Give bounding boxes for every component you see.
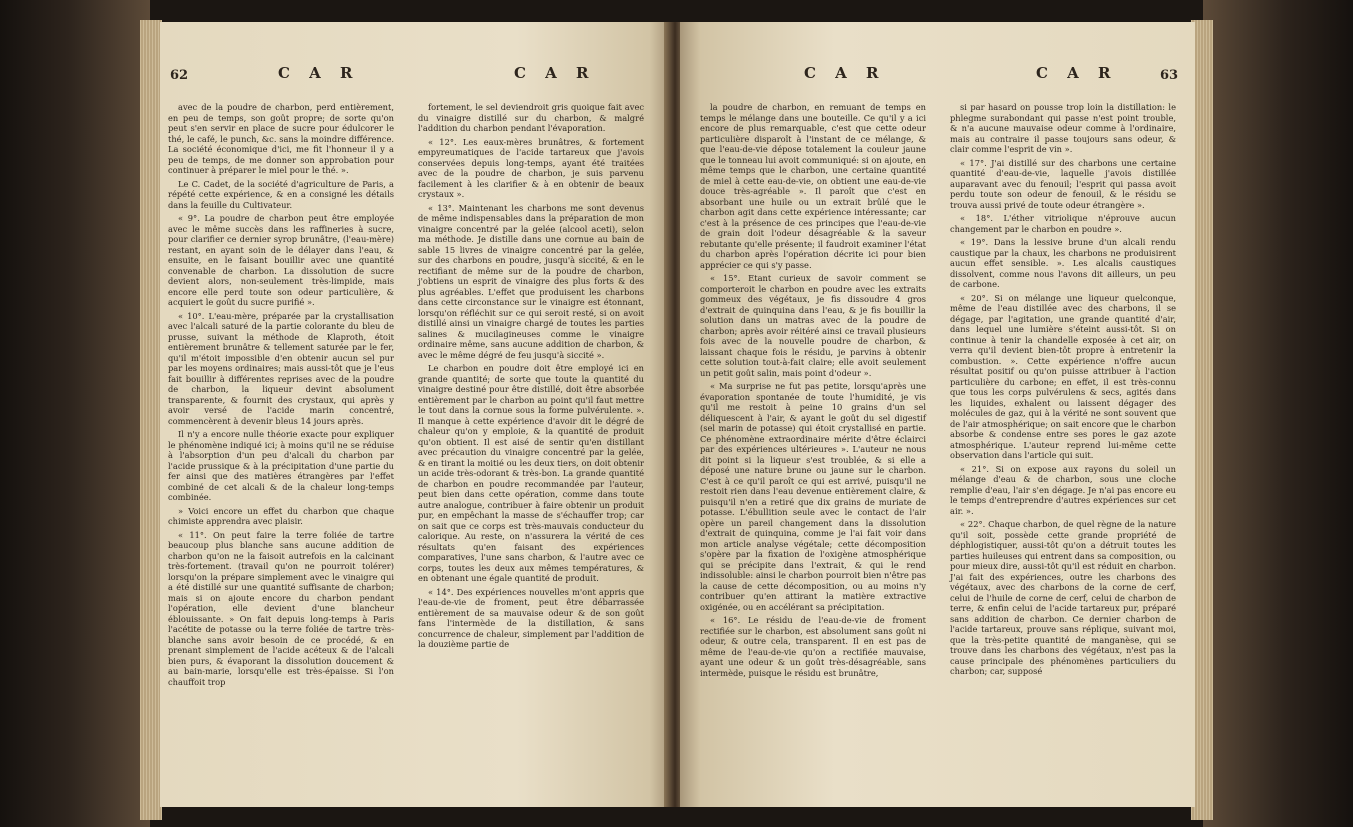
text-column: [418, 102, 644, 653]
running-header: C A R: [804, 64, 886, 82]
paragraph: « 14°. Des expériences nouvelles m'ont appris que l'eau-de-vie de froment, peut être débarrassée entièrement de sa mauvaise odeur & de son goût fans l'intermède de la distillation, & sans concurrence de chaleur, simplement par l'addition de la douzième partie de: [418, 586, 644, 649]
paragraph: « 16°. Le résidu de l'eau-de-vie de froment rectifiée sur le charbon, est absolument sans goût ni odeur, & outre cela, transparent. Il en est pas de même de l'eau-de-vie qu'on a rectifiée mauvaise, ayant une odeur & un goût très-désagréable, sans intermède, puisque le résidu est brunâtre,: [700, 615, 926, 678]
text-column: [950, 102, 1176, 680]
paragraph: Le charbon en poudre doit être employé ici en grande quantité; de sorte que toute la quantité du vinaigre destiné pour être distillé, doit être absorbée entièrement par le charbon au point qu'il faut mettre le tout dans la cornue sous la forme pulvérulente. ». Il manque à cette expérience d'avoir dit le dégré de chaleur qu'on y emploie, & la quantité de produit qu'on obtient. Il est aisé de sentir qu'en distillant avec précaution du vinaigre concentré par la gelée, & en tirant la moitié ou les deux tiers, on doit obtenir un acide très-odorant & très-bon. La grande quantité de charbon en poudre recommandée par l'auteur, peut bien dans cette opération, comme dans toute autre analogue, contribuer à faire obtenir un produit pur, en empêchant la masse de s'échauffer trop; car on sait que ce corps est très-mauvais conducteur du calorique. Au reste, on n'assurera la vérité de ces résultats qu'en faisant des expériences comparatives, l'une sans charbon, & l'autre avec ce corps, toutes les deux aux mêmes températures, & en obtenant une égale quantité de produit.: [418, 363, 644, 583]
text-column: [168, 102, 394, 690]
paragraph: « 17°. J'ai distillé sur des charbons une certaine quantité d'eau-de-vie, laquelle j'avois distillée auparavant avec du fenouil; l'esprit qui passa avoit perdu toute son odeur de fenouil, & le résidu se trouva aussi privé de toute odeur étrangère ».: [950, 157, 1176, 210]
text-column: [700, 102, 926, 681]
paragraph: « 15°. Etant curieux de savoir comment se comporteroit le charbon en poudre avec les extraits gommeux des végétaux, je fis dissoudre 4 gros d'extrait de quinquina dans l'eau, & je fis bouillir la solution dans un matras avec de la poudre de charbon; après avoir réitéré ainsi ce travail plusieurs fois avec de la nouvelle poudre de charbon, & laissant chaque fois le résidu, je parvins à obtenir cette solution tout-à-fait claire; elle avoit seulement un petit goût salin, mais point d'odeur ».: [700, 273, 926, 378]
paragraph: Le C. Cadet, de la société d'agriculture de Paris, a répété cette expérience, & en a consigné les détails dans la feuille du Cultivateur.: [168, 178, 394, 210]
paragraph: « 20°. Si on mélange une liqueur quelconque, même de l'eau distillée avec des charbons, il se dégage, par l'agitation, une grande quantité d'air, dans lequel une lumière s'éteint aussi-tôt. Si on continue à tenir la chandelle exposée à cet air, on verra qu'il devient bien-tôt propre à entretenir la combustion. ». Cette expérience n'offre aucun résultat positif ou qu'on puisse attribuer à l'action particulière du carbone; en effet, il est très-connu que tous les corps pulvérulens & secs, agités dans les liquides, exhalent ou laissent dégager des molécules de gaz, qui à la vérité ne sont souvent que de l'air atmosphérique; on sait encore que le charbon absorbe & condense entre ses pores le gaz azote atmosphérique. L'auteur reprend lui-même cette observation dans l'article qui suit.: [950, 292, 1176, 460]
page-stack-left: [140, 20, 162, 820]
book-cover-left: [0, 0, 150, 827]
running-header: C A R: [514, 64, 596, 82]
paragraph: « Ma surprise ne fut pas petite, lorsqu'après une évaporation spontanée de toute l'humidité, je vis qu'il me restoit à peine 10 grains d'un sel déliquescent à l'air, & ayant le goût du sel digestif (sel marin de potasse) qui étoit crystallisé en partie. Ce phénomène extraordinaire mérite d'être éclairci par des expériences ultérieures ». L'auteur ne nous dit point si la liqueur s'est troublée, & si elle a déposé une nature brune ou jaune sur le charbon. C'est à ce qu'il paroît ce qui est arrivé, puisqu'il ne restoit rien dans l'eau devenue entièrement claire, & puisqu'il n'en a retiré que dix grains de muriate de potasse. L'ébullition seule avec le contact de l'air opère un pareil changement dans la dissolution d'extrait de quinquina, comme je l'ai fait voir dans mon article analyse végétale; cette décomposition s'opère par la fixation de l'oxigène atmosphérique qui se précipite dans l'extrait, & qui le rend indissoluble: ainsi le charbon pourroit bien n'être pas la cause de cette décomposition, ou au moins n'y contribuer qu'en attirant la matière extractive oxigénée, ou en accélérant sa précipitation.: [700, 381, 926, 612]
paragraph: » Voici encore un effet du charbon que chaque chimiste apprendra avec plaisir.: [168, 505, 394, 526]
paragraph: avec de la poudre de charbon, perd entièrement, en peu de temps, son goût propre; de sorte qu'on peut s'en servir en place de sucre pour édulcorer le thé, le café, le punch, &c. sans la moindre différence. La société économique d'ici, me fit l'honneur il y a peu de temps, de me donner son approbation pour continuer à préparer le miel pour le thé. ».: [168, 102, 394, 175]
left-page: [160, 22, 670, 807]
paragraph: « 11°. On peut faire la terre foliée de tartre beaucoup plus blanche sans aucune addition de charbon qu'on ne la faisoit autrefois en la calcinant très-fortement. (travail qu'on ne pourroit tolérer) lorsqu'on la prépare simplement avec le vinaigre qui a été distillé sur une quantité suffisante de charbon; mais si on ajoute encore du charbon pendant l'opération, elle devient d'une blancheur éblouissante. » On fait depuis long-temps à Paris l'acétite de potasse ou la terre foliée de tartre très-blanche sans avoir besoin de ce procédé, & en prenant simplement de l'acide acéteux & de l'alcali bien purs, & évaporant la dissolution doucement & au bain-marie, lorsqu'elle est très-épaisse. Si l'on chauffoit trop: [168, 529, 394, 687]
page-number: 62: [170, 68, 189, 83]
paragraph: « 13°. Maintenant les charbons me sont devenus de même indispensables dans la préparation de mon vinaigre concentré par la gelée (alcool aceti), selon ma méthode. Je distille dans une cornue au bain de sable 15 livres de vinaigre concentré par la gelée, sur des charbons en poudre, jusqu'à siccité, & en le rectifiant de même sur de la poudre de charbon, j'obtiens un esprit de vinaigre des plus forts & des plus agréables. L'effet que produisent les charbons dans cette circonstance sur le vinaigre est étonnant, lorsqu'on réfléchit sur ce qui seroit resté, si on avoit distillé ainsi un vinaigre chargé de toutes les parties salines & mucilagineuses comme le vinaigre ordinaire même, sans aucune addition de charbon, & avec le même dégré de feu jusqu'à siccité ».: [418, 202, 644, 360]
running-header: C A R: [278, 64, 360, 82]
paragraph: si par hasard on pousse trop loin la distillation: le phlegme surabondant qui passe n'est point trouble, & n'a aucune mauvaise odeur comme à l'ordinaire, mais au contraire il passe toujours sans odeur, & clair comme l'esprit de vin ».: [950, 102, 1176, 154]
paragraph: « 9°. La poudre de charbon peut être employée avec le même succès dans les raffineries à sucre, pour clarifier ce dernier syrop brunâtre, (l'eau-mère) restant, en ayant soin de le délayer dans l'eau, & ensuite, en le faisant bouillir avec une quantité convenable de charbon. La dissolution de sucre devient alors, non-seulement très-limpide, mais encore elle perd toute son odeur particulière, & acquiert le goût du sucre purifié ».: [168, 213, 394, 307]
paragraph: fortement, le sel deviendroit gris quoique fait avec du vinaigre distillé sur du charbon, & malgré l'addition du charbon pendant l'évaporation.: [418, 102, 644, 133]
paragraph: « 12°. Les eaux-mères brunâtres, & fortement empyreumatiques de l'acide tartareux que j'avois conservées depuis long-temps, ayant été traitées avec de la poudre de charbon, je suis parvenu facilement à les clarifier & à en obtenir de beaux crystaux ».: [418, 136, 644, 199]
paragraph: « 22°. Chaque charbon, de quel règne de la nature qu'il soit, possède cette grande propriété de déphlogistiquer, aussi-tôt qu'on a détruit toutes les parties huileuses qui entrent dans sa composition, ou pour mieux dire, aussi-tôt qu'il est réduit en charbon. J'ai fait des expériences, outre les charbons des végétaux, avec des charbons de la corne de cerf, celui de l'huile de corne de cerf, celui de charbon de terre, & enfin celui de l'acide tartareux pur, préparé sans addition de charbon. Ce dernier charbon de l'acide tartareux, prouve sans réplique, suivant moi, que la très-petite quantité de manganèse, qui se trouve dans les charbons des végétaux, n'est pas la cause principale des phénomènes particuliers du charbon; car, supposé: [950, 519, 1176, 676]
running-header: C A R: [1036, 64, 1118, 82]
paragraph: Il n'y a encore nulle théorie exacte pour expliquer le phénomène indiqué ici; à moins qu'il ne se réduise à l'absorption d'un peu d'alcali du charbon par l'acide prussique & à la précipitation d'une partie du fer ainsi que des matières étrangères par l'effet combiné de cet alcali & de la chaleur long-temps combinée.: [168, 429, 394, 502]
paragraph: « 19°. Dans la lessive brune d'un alcali rendu caustique par la chaux, les charbons ne produisirent aucun effet sensible. ». Les alcalis caustiques dissolvent, comme nous l'avons dit ailleurs, un peu de carbone.: [950, 237, 1176, 289]
paragraph: « 18°. L'éther vitriolique n'éprouve aucun changement par le charbon en poudre ».: [950, 213, 1176, 234]
right-page: [680, 22, 1195, 807]
book-cover-right: [1203, 0, 1353, 827]
paragraph: « 21°. Si on expose aux rayons du soleil un mélange d'eau & de charbon, sous une cloche remplie d'eau, l'air s'en dégage. Je n'ai pas encore eu le temps d'entreprendre d'autres expériences sur cet air. ».: [950, 463, 1176, 516]
page-number: 63: [1160, 68, 1179, 83]
paragraph: « 10°. L'eau-mère, préparée par la crystallisation avec l'alcali saturé de la partie colorante du bleu de prusse, suivant la méthode de Klaproth, étoit entièrement brunâtre & tellement saturée par le fer, qu'il m'étoit impossible d'en obtenir aucun sel pur par les moyens ordinaires; mais aussi-tôt que je l'eus fait bouillir à différentes reprises avec de la poudre de charbon, la liqueur devint absolument transparente, & fournit des crystaux, qui après y avoir versé de l'acide marin concentré, commencèrent à devenir bleus 14 jours après.: [168, 310, 394, 426]
paragraph: la poudre de charbon, en remuant de temps en temps le mélange dans une bouteille. Ce qu'il y a ici encore de plus remarquable, c'est que cette odeur particulière disparoît à l'instant de ce mélange, & que l'eau-de-vie dépose totalement la couleur jaune que le tonneau lui avoit communiqué: si on ajoute, en même temps que le charbon, une certaine quantité de miel à cette eau-de-vie, on obtient une eau-de-vie douce très-agréable ». Il paroît que c'est en absorbant une huile ou un extrait brûlé que le charbon agit dans cette expérience intéressante; car c'est à la présence de ces principes que l'eau-de-vie de grain doit l'odeur désagréable & la saveur rebutante qu'elle présente; il faudroit examiner l'état du charbon après l'opération décrite ici pour bien apprécier ce qui s'y passe.: [700, 102, 926, 270]
